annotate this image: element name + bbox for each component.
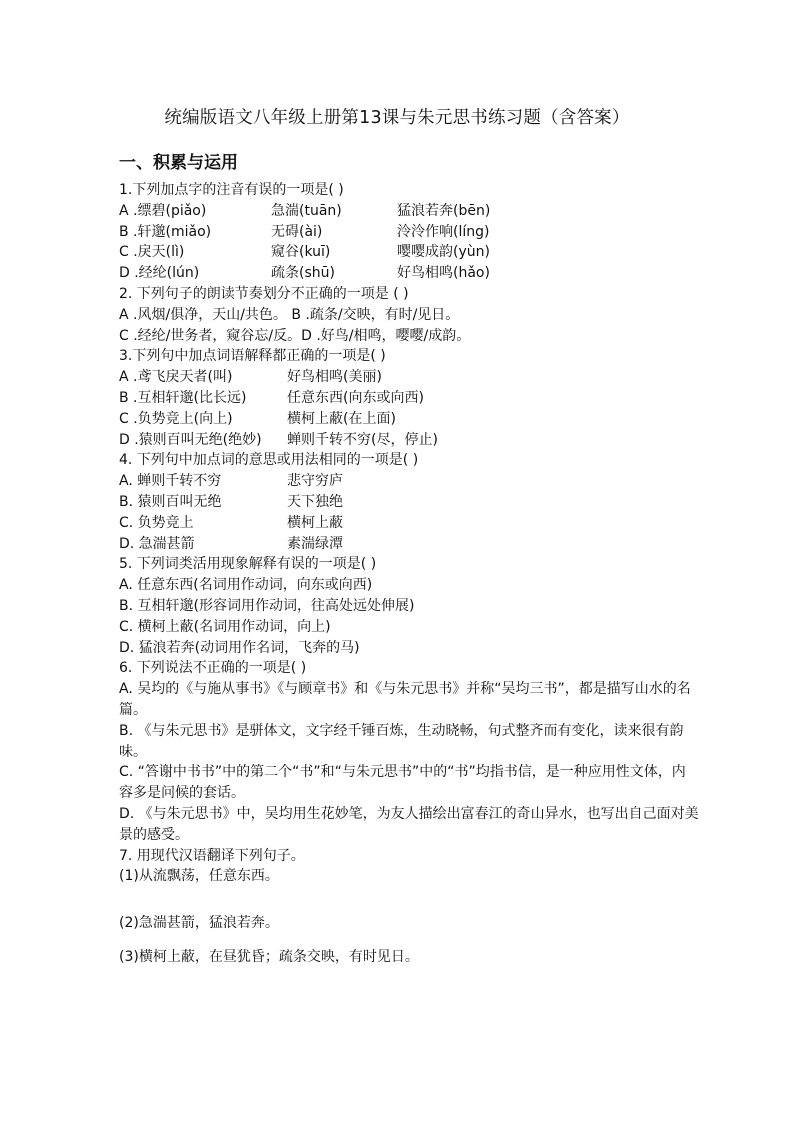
option-cell: 窥谷(kuī) [271, 244, 331, 261]
question-5-option-d: D. 猛浪若奔(动词用作名词，飞奔的马) [119, 639, 360, 656]
option-cell: D .经纶(lún) [119, 265, 200, 282]
option-cell: A .缥碧(piǎo) [119, 202, 207, 219]
question-3-option-a [119, 367, 699, 388]
question-1-stem: 1.下列加点字的注音有误的一项是( ) [119, 182, 344, 198]
question-6-option-a: A. 吴均的《与施从事书》《与顾章书》和《与朱元思书》并称“吴均三书”，都是描写山水的名篇。 [119, 681, 691, 718]
question-7-item-1: (1)从流飘荡，任意东西。 [119, 868, 279, 885]
question-7-item-2: (2)急湍甚箭，猛浪若奔。 [119, 915, 279, 932]
question-4-option-b [119, 492, 699, 513]
option-cell: B .互相轩邈(比长远) [119, 389, 247, 406]
question-5-option-c: C. 横柯上蔽(名词用作动词，向上) [119, 618, 331, 635]
option-cell: C .负势竞上(向上) [119, 410, 233, 427]
question-1-option-b [119, 222, 699, 243]
answer-space [119, 934, 699, 947]
option-cell: B .轩邈(miǎo) [119, 223, 212, 240]
question-5-option-a: A. 任意东西(名词用作动词，向东或向西) [119, 577, 373, 594]
option-cell: 猛浪若奔(bēn) [397, 202, 491, 219]
option-cell: 任意东西(向东或向西) [287, 389, 424, 406]
question-3-option-b [119, 388, 699, 409]
question-3-stem: 3.下列句中加点词语解释都正确的一项是( ) [119, 348, 386, 365]
option-cell: 嘤嘤成韵(yùn) [397, 244, 490, 261]
question-4-stem: 4. 下列句中加点词的意思或用法相同的一项是( ) [119, 452, 419, 469]
option-cell: 疏条(shū) [271, 265, 335, 282]
question-4-option-c [119, 513, 699, 534]
option-cell: C .戾天(lì) [119, 244, 185, 261]
question-2-options-ab: A .风烟/俱净，天山/共色。 B .疏条/交映，有时/见日。 [119, 306, 460, 323]
option-cell: 横柯上蔽(在上面) [287, 410, 396, 427]
question-4-option-d [119, 534, 699, 555]
option-cell: A .鸢飞戾天者(叫) [119, 369, 233, 386]
option-cell: 悲守穷庐 [287, 473, 343, 490]
option-cell: D. 急湍甚箭 [119, 535, 195, 552]
option-cell: 无碍(ài) [271, 223, 323, 240]
option-cell: 好鸟相鸣(美丽) [287, 369, 382, 386]
option-cell: 素湍绿潭 [287, 535, 343, 552]
question-2-stem: 2. 下列句子的朗读节奏划分不正确的一项是 ( ) [119, 285, 409, 302]
option-cell: 天下独绝 [287, 493, 343, 510]
question-1-option-a [119, 201, 699, 222]
option-cell: 横柯上蔽 [287, 514, 343, 531]
option-cell: C. 负势竞上 [119, 514, 194, 531]
option-cell: 急湍(tuān) [271, 202, 342, 219]
question-5-stem: 5. 下列词类活用现象解释有误的一项是( ) [119, 556, 377, 573]
option-cell: D .猿则百叫无绝(绝妙) [119, 431, 262, 448]
document-title: 统编版语文八年级上册第13课与朱元思书练习题（含答案） [164, 108, 630, 128]
section-heading: 一、积累与运用 [119, 153, 238, 173]
question-7-stem: 7. 用现代汉语翻译下列句子。 [119, 847, 305, 864]
question-2-options-cd: C .经纶/世务者，窥谷忘/反。D .好鸟/相鸣，嘤嘤/成韵。 [119, 327, 471, 344]
option-cell: B. 猿则百叫无绝 [119, 493, 222, 510]
question-6-option-d: D. 《与朱元思书》中，吴均用生花妙笔，为友人描绘出富春江的奇山异水，也写出自己面对美景的感受。 [119, 805, 699, 843]
option-cell: 蝉则千转不穷(尽，停止) [287, 431, 438, 448]
option-cell: 泠泠作响(líng) [397, 223, 490, 240]
answer-space [119, 887, 699, 913]
question-4-option-a [119, 471, 699, 492]
question-1-option-c [119, 242, 699, 263]
question-list [119, 180, 699, 968]
option-cell: 好鸟相鸣(hǎo) [397, 265, 490, 282]
question-6-option-b: B. 《与朱元思书》是骈体文，文字经千锤百炼，生动晓畅，句式整齐而有变化，读来很有韵味。 [119, 722, 684, 760]
question-5-option-b: B. 互相轩邈(形容词用作动词，往高处远处伸展) [119, 597, 415, 614]
question-1-option-d [119, 263, 699, 284]
question-6-stem: 6. 下列说法不正确的一项是( ) [119, 660, 307, 677]
question-7-item-3: (3)横柯上蔽，在昼犹昏；疏条交映，有时见日。 [119, 948, 419, 965]
option-cell: A. 蝉则千转不穷 [119, 473, 222, 490]
question-3-option-c [119, 409, 699, 430]
question-3-option-d [119, 430, 699, 451]
question-6-option-c: C. “答谢中书书”中的第二个“书”和“与朱元思书”中的“书”均指书信，是一种应用性文体，内容多是问候的套话。 [119, 764, 686, 802]
